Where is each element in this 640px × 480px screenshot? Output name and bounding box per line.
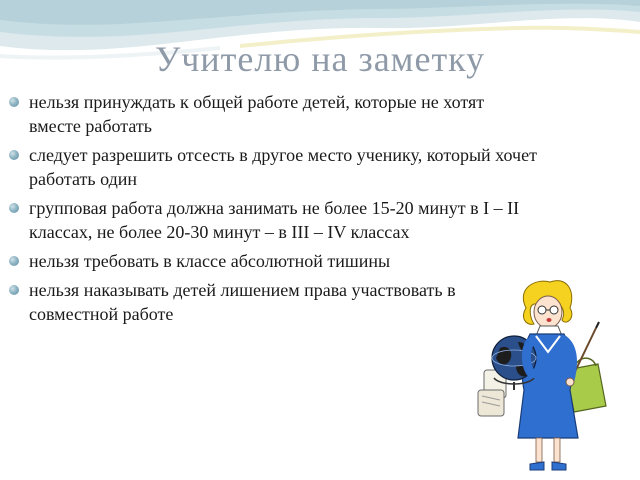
list-item (9, 278, 539, 326)
bullet-text: нельзя принуждать к общей работе детей, которые не хотят вместе работать (29, 92, 485, 136)
list-item (9, 196, 539, 244)
bullet-icon (9, 256, 19, 266)
list-item (9, 90, 539, 138)
list-item (9, 249, 539, 273)
bullet-icon (9, 150, 19, 160)
bullet-list (9, 90, 539, 331)
bullet-icon (9, 285, 19, 295)
page-title: Учителю на заметку (154, 39, 486, 79)
list-item (9, 143, 539, 191)
bullet-text: следует разрешить отсесть в другое место ученику, который хочет работать один (29, 145, 537, 189)
bullet-icon (9, 203, 19, 213)
teacher-illustration (470, 278, 630, 478)
bullet-icon (9, 97, 19, 107)
bullet-text: нельзя наказывать детей лишением права участвовать в совместной работе (29, 280, 456, 324)
bullet-text: групповая работа должна занимать не более 15-20 минут в I – II классах, не более 20-30 минут – в III – IV классах (29, 198, 520, 242)
bullet-text: нельзя требовать в классе абсолютной тишины (29, 251, 391, 271)
